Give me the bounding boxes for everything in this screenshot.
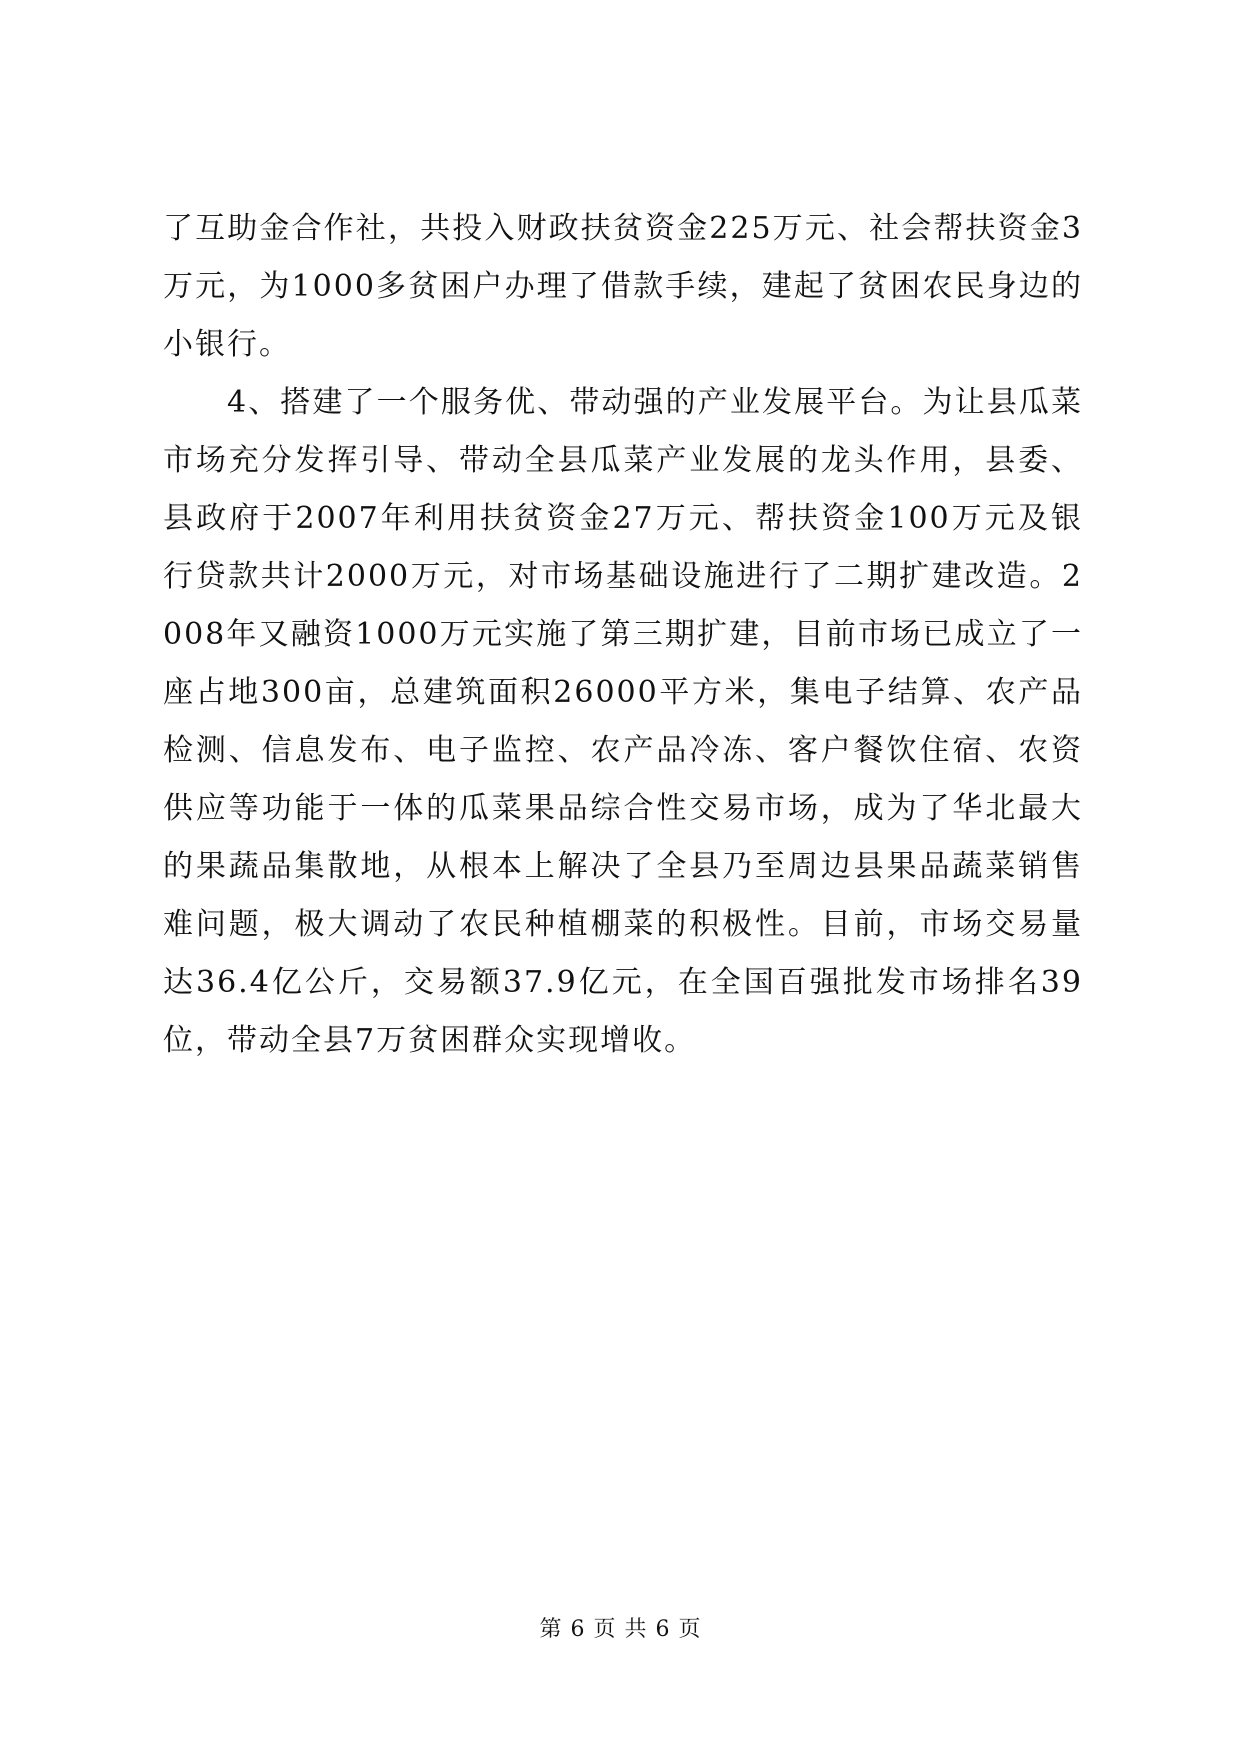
paragraph-item-4: 4、搭建了一个服务优、带动强的产业发展平台。为让县瓜菜市场充分发挥引导、带动全县瓜菜产业发展的龙头作用，县委、县政府于2007年利用扶贫资金27万元、帮扶资金100万元及银行贷款共计2000万元，对市场基础设施进行了二期扩建改造。2008年又融资1000万元实施了第三期扩建，目前市场已成立了一座占地300亩，总建筑面积26000平方米，集电子结算、农产品检测、信息发布、电子监控、农产品冷冻、客户餐饮住宿、农资供应等功能于一体的瓜菜果品综合性交易市场，成为了华北最大的果蔬品集散地，从根本上解决了全县乃至周边县果品蔬菜销售难问题，极大调动了农民种植棚菜的积极性。目前，市场交易量达36.4亿公斤，交易额37.9亿元，在全国百强批发市场排名39位，带动全县7万贫困群众实现增收。 bbox=[163, 385, 1083, 1058]
document-body bbox=[163, 200, 1083, 1070]
page-footer: 第 6 页 共 6 页 bbox=[539, 1617, 702, 1642]
paragraph-continuation: 了互助金合作社，共投入财政扶贫资金225万元、社会帮扶资金3万元，为1000多贫困户办理了借款手续，建起了贫困农民身边的小银行。 bbox=[163, 211, 1083, 362]
